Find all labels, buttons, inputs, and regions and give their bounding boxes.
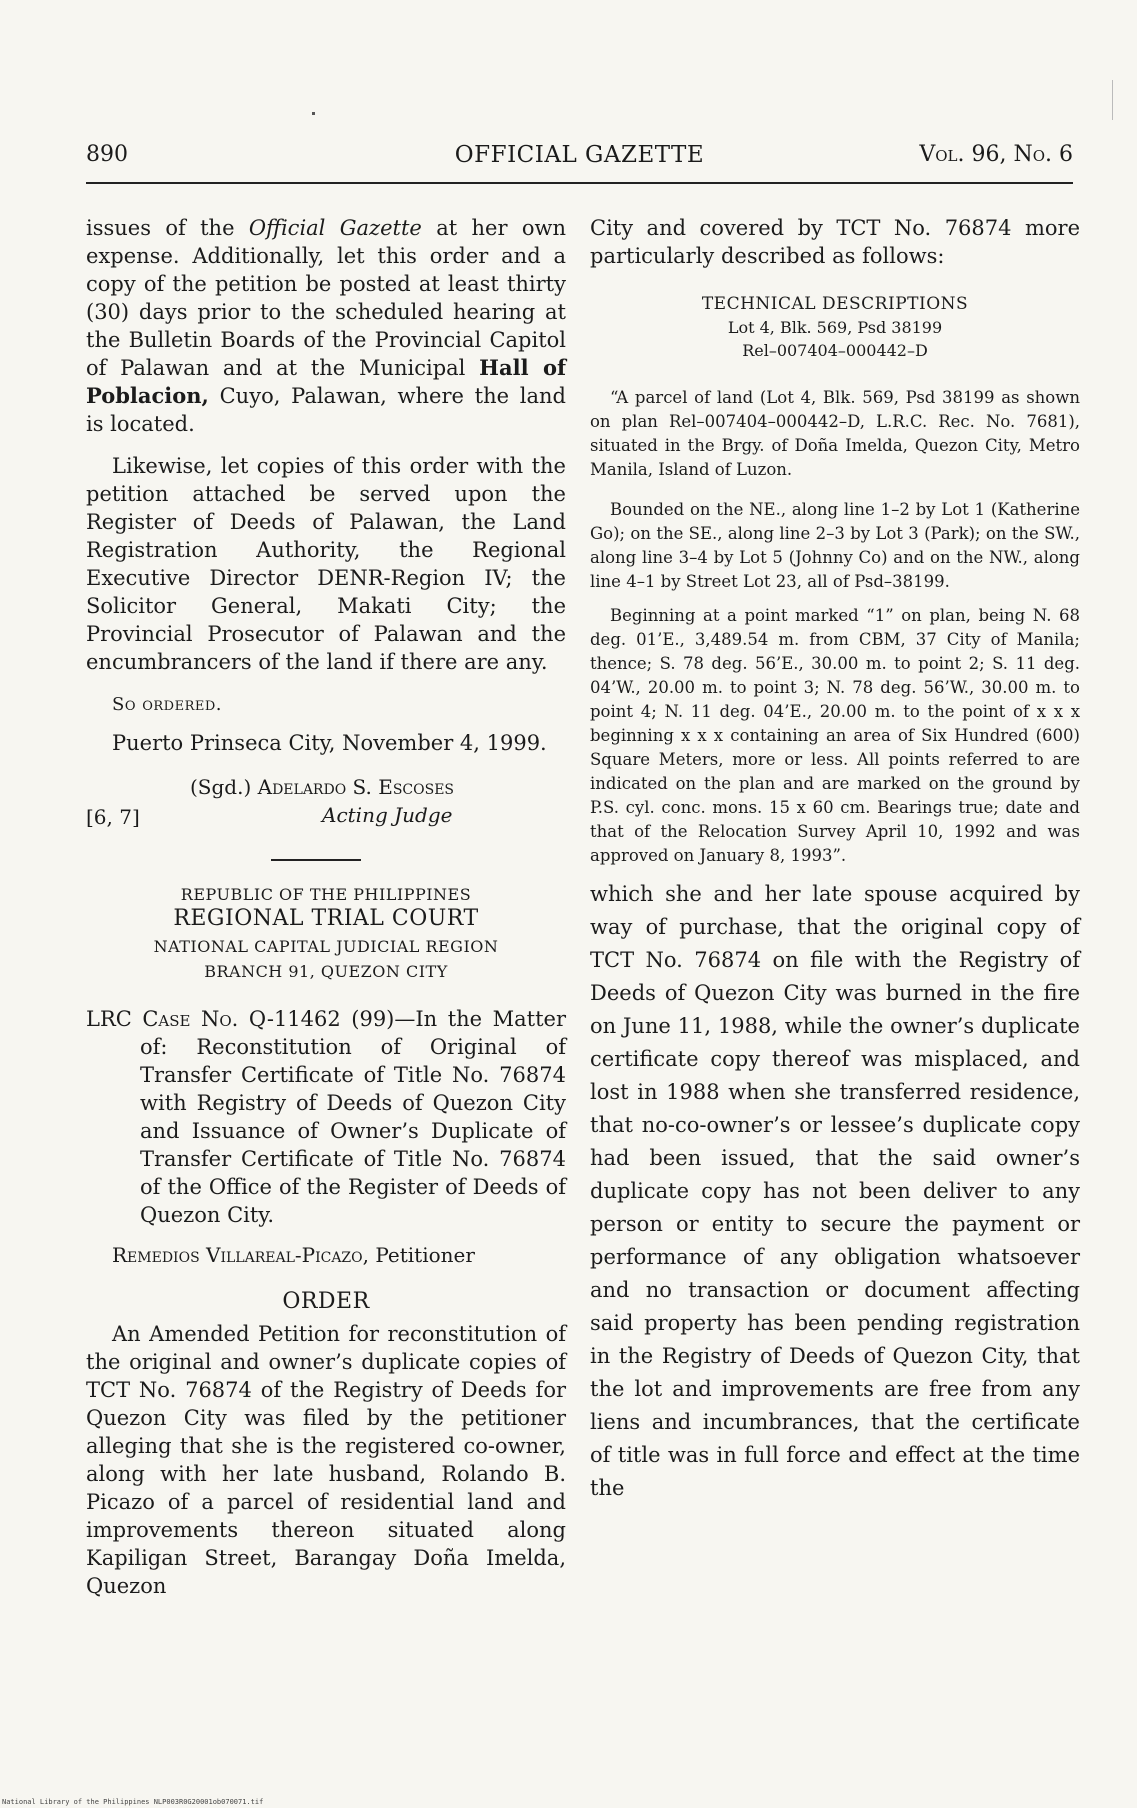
right-column (590, 214, 1080, 1505)
tech-lot: Lot 4, Blk. 569, Psd 38199 (727, 318, 943, 337)
case-caption (86, 1005, 566, 1229)
page-number: 890 (86, 142, 128, 167)
sgd-label: (Sgd.) (190, 775, 252, 799)
order-text: An Amended Petition for reconstitution of the original and owner’s duplicate copies of TCT No. 76874 of the Registry of Deeds for Quezon City was filed by the petitioner alleging that she is the registered co-owner, along with her late husband, Rolando B. Picazo of a parcel of residential land and improvements thereon situated along Kapiligan Street, Barangay Doña Imelda, Quezon (86, 1322, 566, 1598)
petitioner-line (112, 1243, 566, 1267)
left-para-2: Likewise, let copies of this order with the petition attached be served upon the Register of Deeds of Palawan, the Land Registration Authority, the Regional Executive Director DENR-Region IV; the Solicitor General, Makati City; the Provincial Prosecutor of Palawan and the encumbrancers of the land if there are any. (86, 454, 566, 674)
court-heading (86, 885, 566, 981)
header-rule (86, 182, 1073, 184)
branch-line: BRANCH 91, QUEZON CITY (204, 962, 448, 981)
judge-name: Adelardo S. Escoses (257, 775, 455, 799)
petitioner-name: Remedios Villareal-Picazo (112, 1243, 363, 1267)
judge-title: Acting Judge (322, 803, 453, 827)
region-line: NATIONAL CAPITAL JUDICIAL REGION (153, 937, 499, 956)
left-column (86, 214, 566, 1600)
petitioner-suffix: , Petitioner (362, 1243, 475, 1267)
publication-title: OFFICIAL GAZETTE (454, 142, 705, 168)
right-body: which she and her late spouse acquired by way of purchase, that the original copy of TCT No. 76874 on file with the Registry of Deeds of Quezon City was burned in the fire on June 11, 1988, while the owner’s duplicate certificate copy thereof was misplaced, and lost in 1988 when she transferred residence, that no-co-owner’s or lessee’s duplicate copy had been issued, that the said owner’s duplicate copy has not been deliver to any person or entity to secure the payment or performance of any obligation whatsoever and no transaction or document affecting said property has been pending registration in the Registry of Deeds of Quezon City, that the lot and improvements are free from any liens and incumbrances, that the certificate of title was in full force and effect at the time the (590, 882, 1080, 1500)
dateline: Puerto Prinseca City, November 4, 1999. (112, 731, 547, 755)
para1-text-b: at her own expense. Additionally, let this order and a copy of the petition be posted at least thirty (30) days prior to the scheduled hearing at the Bulletin Boards of the Provincial Capitol of Palawan and at the Municipal (86, 216, 567, 380)
case-label: LRC Case No. (86, 1007, 239, 1031)
description-3: Beginning at a point marked “1” on plan, being N. 68 deg. 01’E., 3,489.54 m. from CBM, 37 City of Manila; thence; S. 78 deg. 56’E., 30.00 m. to point 2; S. 11 deg. 04’W., 20.00 m. to point 3; N. 78 deg. 56’W., 30.00 m. to point 4; N. 11 deg. 04’E., 20.00 m. to the point of x x x beginning x x x containing an area of Six Hundred (600) Square Meters, more or less. All points referred to are indicated on the plan and are marked on the ground by P.S. cyl. conc. mons. 15 x 60 cm. Bearings true; date and that of the Relocation Survey April 10, 1992 and was approved on January 8, 1993”. (590, 606, 1080, 865)
description-2: Bounded on the NE., along line 1–2 by Lot 1 (Katherine Go); on the SE., along line 2–3 by Lot 3 (Park); on the SW., along line 3–4 by Lot 5 (Johnny Co) and on the NW., along line 4–1 by Street Lot 23, all of Psd–38199. (590, 500, 1080, 591)
para1-text-c: Cuyo, Palawan, where the land is located. (86, 384, 566, 436)
left-para-1 (86, 214, 566, 438)
republic-line: REPUBLIC OF THE PHILIPPINES (180, 885, 472, 904)
technical-descriptions-heading (590, 294, 1080, 360)
scan-edge-mark (1112, 80, 1113, 120)
scan-speck (312, 112, 315, 115)
description-1: “A parcel of land (Lot 4, Blk. 569, Psd 38199 as shown on plan Rel–007404–000442–D, L.R.C. Rec. No. 7681), situated in the Brgy. of Doña Imelda, Quezon City, Metro Manila, Island of Luzon. (590, 388, 1080, 479)
case-text: Q-11462 (99)—In the Matter of: Reconstitution of Original of Transfer Certificate of Title No. 76874 with Registry of Deeds of Quezon City and Issuance of Owner’s Duplicate of Transfer Certificate of Title No. 76874 of the Office of the Register of Deeds of Quezon City. (140, 1007, 566, 1227)
para1-text-a: issues of the (86, 216, 249, 240)
library-footer: National Library of the Philippines NLP003R0G20001ob070071.tif (2, 1798, 264, 1806)
so-ordered: So ordered. (112, 694, 222, 715)
page-header (86, 142, 1073, 176)
section-divider (271, 859, 361, 861)
official-gazette-title: Official Gazette (248, 216, 422, 240)
right-intro: City and covered by TCT No. 76874 more particularly described as follows: (590, 216, 1080, 268)
hall-of-poblacion: Hall of Poblacion, (86, 355, 566, 408)
tech-rel: Rel–007404–000442–D (742, 341, 928, 360)
signature-block (86, 775, 566, 837)
order-heading: ORDER (282, 1289, 370, 1314)
tech-heading: TECHNICAL DESCRIPTIONS (701, 294, 969, 314)
court-name: REGIONAL TRIAL COURT (173, 906, 479, 931)
signature-line (190, 775, 454, 799)
issue-code: [6, 7] (86, 805, 140, 829)
volume-label: Vol. 96, No. 6 (919, 142, 1073, 167)
